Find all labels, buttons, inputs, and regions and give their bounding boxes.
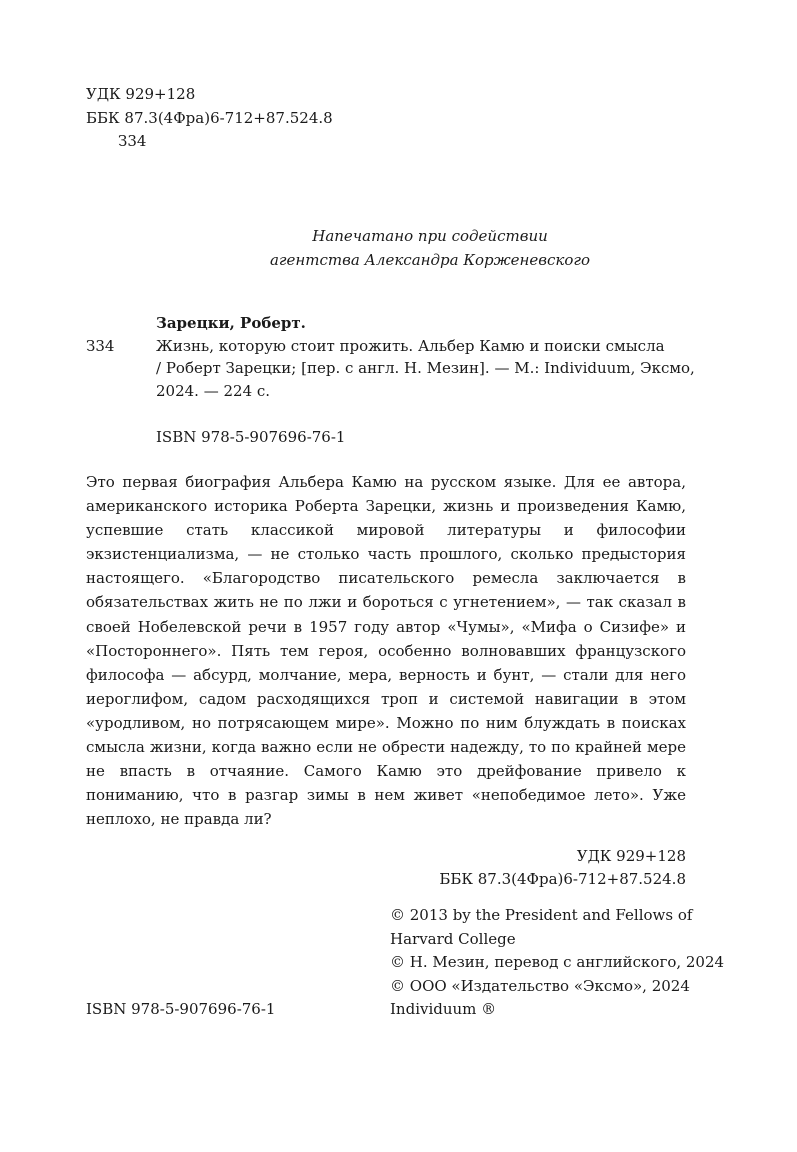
top-classification-codes	[86, 83, 333, 154]
bibliographic-line-3: 2024. — 224 с.	[156, 381, 271, 400]
bottom-classification-codes	[380, 845, 686, 891]
copyright-notice	[390, 904, 725, 1022]
copyright-line-4: © ООО «Издательство «Эксмо», 2024	[390, 976, 690, 995]
agency-credit-line-2: агентства Александра Корженевского	[269, 251, 591, 269]
bibliographic-entry	[86, 312, 696, 402]
annotation-paragraph: Это первая биография Альбера Камю на русском языке. Для ее автора, американского историка Роберта Зарецки, жизнь и произведения Камю, успевшие стать классикой мировой литературы и философии экзистенциализма, — не столько часть прошлого, сколько предыстория настоящего. «Благородство писательского ремесла заключается в обязательствах жить не по лжи и бороться с угнетением», — так сказал в своей Нобелевской речи в 1957 году автор «Чумы», «Мифа о Сизифе» и «Постороннего». Пять тем героя, особенно волновавших французского философа — абсурд, молчание, мера, верность и бунт, — стали для него иероглифом, садом расходящихся троп и системой навигации в этом «уродливом, но потрясающем мире». Можно по ним блуждать в поисках смысла жизни, когда важно если не обрести надежду, то по крайней мере не впасть в отчаяние. Самого Камю это дрейфование привело к пониманию, что в разгар зимы в нем живет «непобедимое лето». Уже неплохо, не правда ли?	[86, 473, 686, 829]
bibliographic-line-2: / Роберт Зарецки; [пер. с англ. Н. Мезин]. — М.: Individuum, Эксмо,	[156, 359, 695, 377]
bibliographic-author-code: З34	[86, 337, 115, 355]
copyright-line-2: Harvard College	[390, 929, 516, 948]
bottom-udk-code: УДК 929+128	[576, 847, 686, 865]
copyright-line-1: © 2013 by the President and Fellows of	[390, 906, 693, 924]
agency-credit	[240, 224, 620, 272]
copyright-line-3: © Н. Мезин, перевод с английского, 2024	[390, 953, 725, 971]
top-author-code: З34	[118, 132, 147, 150]
agency-credit-line-1: Напечатано при содействии	[312, 227, 548, 245]
isbn-entry: ISBN 978-5-907696-76-1	[156, 428, 346, 446]
bibliographic-author: Зарецки, Роберт.	[156, 314, 306, 332]
copyright-line-5: Individuum ®	[390, 1000, 497, 1018]
top-udk-code: УДК 929+128	[86, 85, 196, 103]
top-bbk-code: ББК 87.3(4Фра)6-712+87.524.8	[86, 108, 333, 127]
bottom-bbk-code: ББК 87.3(4Фра)6-712+87.524.8	[439, 870, 686, 888]
bibliographic-line-1: Жизнь, которую стоит прожить. Альбер Камю и поиски смысла	[156, 336, 665, 355]
isbn-footer: ISBN 978-5-907696-76-1	[86, 1000, 276, 1018]
